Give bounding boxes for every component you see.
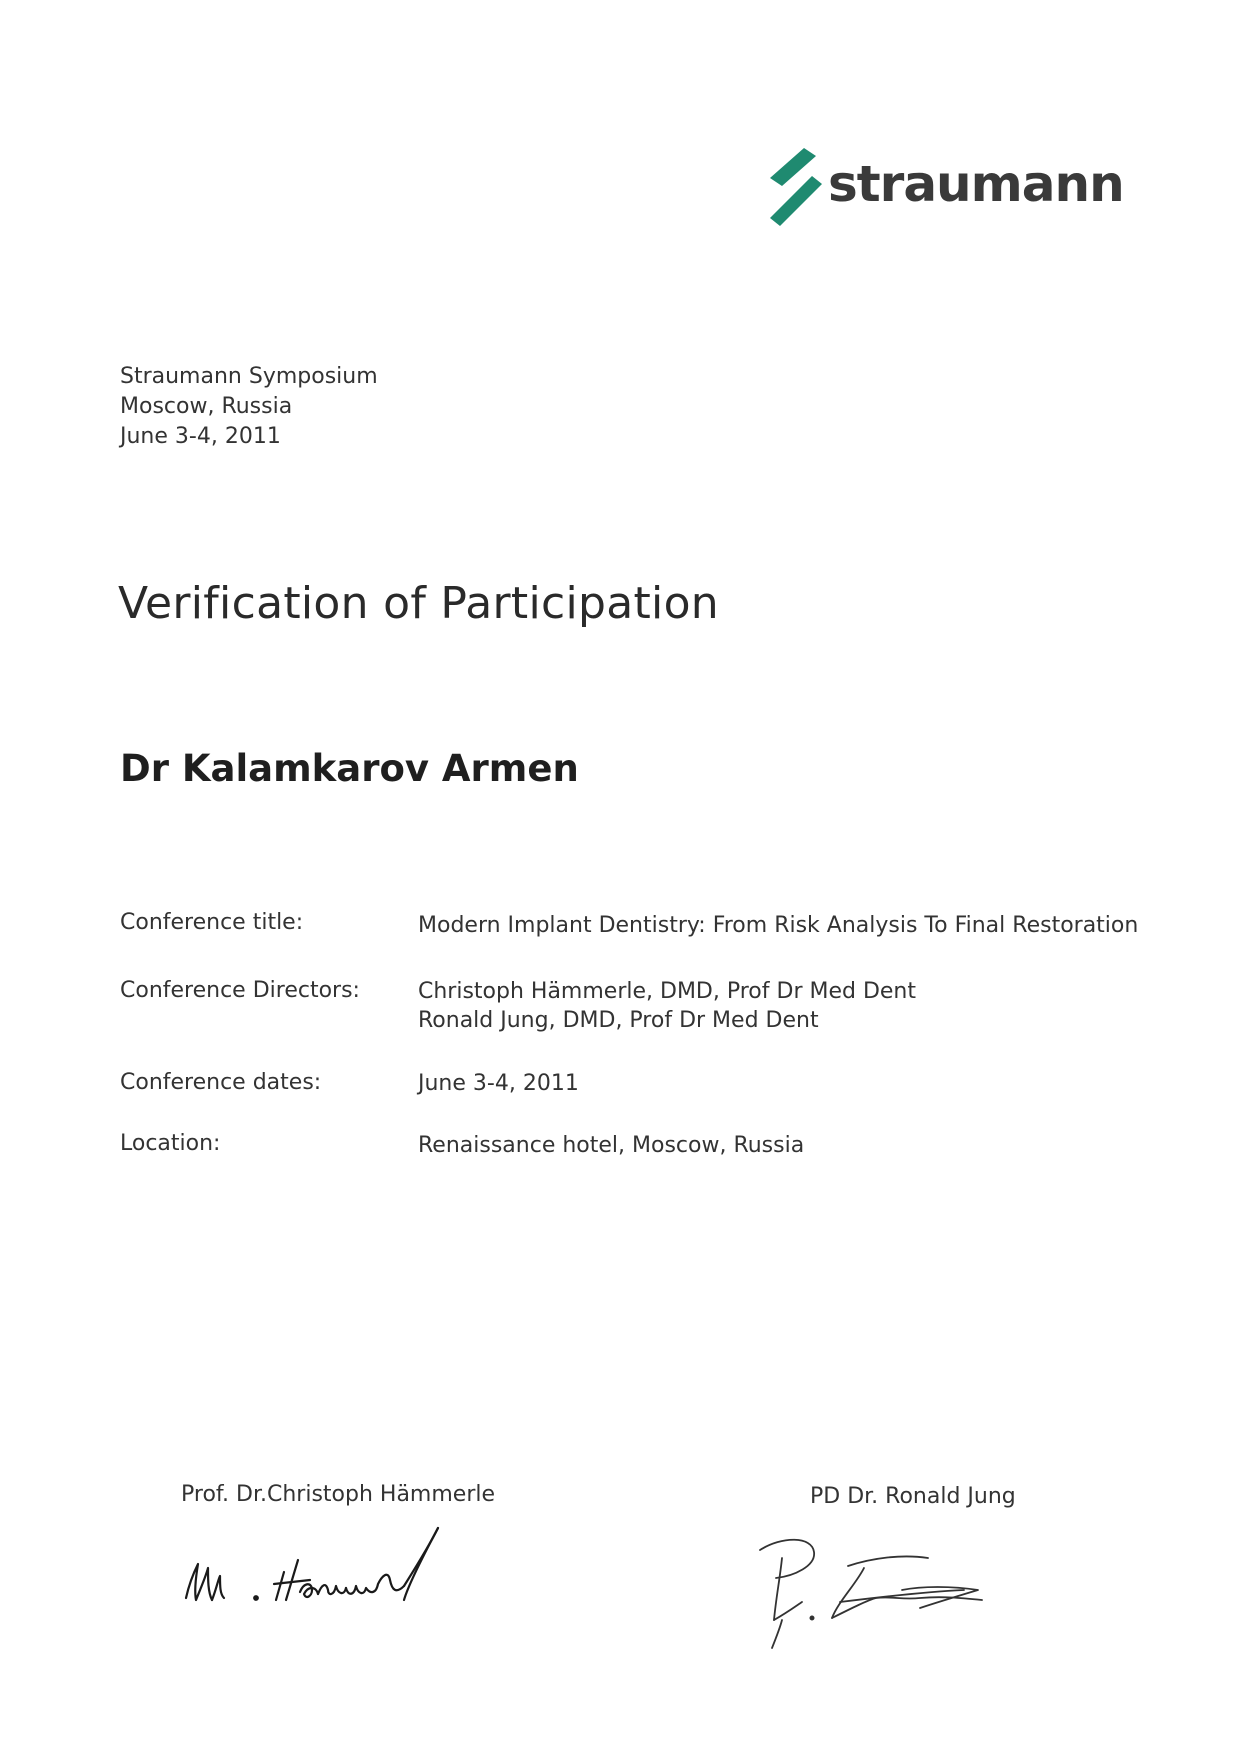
signatory-right-name: PD Dr. Ronald Jung <box>810 1484 1016 1509</box>
straumann-logo-mark-icon <box>766 146 826 232</box>
detail-value: Renaissance hotel, Moscow, Russia <box>418 1133 805 1158</box>
straumann-logo <box>766 146 1146 236</box>
detail-label: Conference Directors: <box>120 978 360 1003</box>
detail-value: June 3-4, 2011 <box>418 1071 579 1096</box>
detail-value: Modern Implant Dentistry: From Risk Analysis To Final Restoration <box>418 913 1139 938</box>
logo-wordmark: straumann <box>828 155 1124 213</box>
participant-name: Dr Kalamkarov Armen <box>120 747 579 790</box>
event-info <box>120 362 378 452</box>
event-dates: June 3-4, 2011 <box>120 424 281 449</box>
event-city: Moscow, Russia <box>120 394 293 419</box>
document-title: Verification of Participation <box>118 578 719 629</box>
event-name: Straumann Symposium <box>120 364 378 389</box>
detail-label: Conference title: <box>120 910 304 935</box>
signature-right-image <box>752 1528 1052 1658</box>
signature-left-image <box>178 1520 498 1620</box>
detail-label: Conference dates: <box>120 1070 322 1095</box>
signatory-left-name: Prof. Dr.Christoph Hämmerle <box>181 1482 496 1507</box>
detail-label: Location: <box>120 1131 221 1156</box>
detail-value: Christoph Hämmerle, DMD, Prof Dr Med Dent <box>418 979 916 1004</box>
detail-value: Ronald Jung, DMD, Prof Dr Med Dent <box>418 1008 819 1033</box>
